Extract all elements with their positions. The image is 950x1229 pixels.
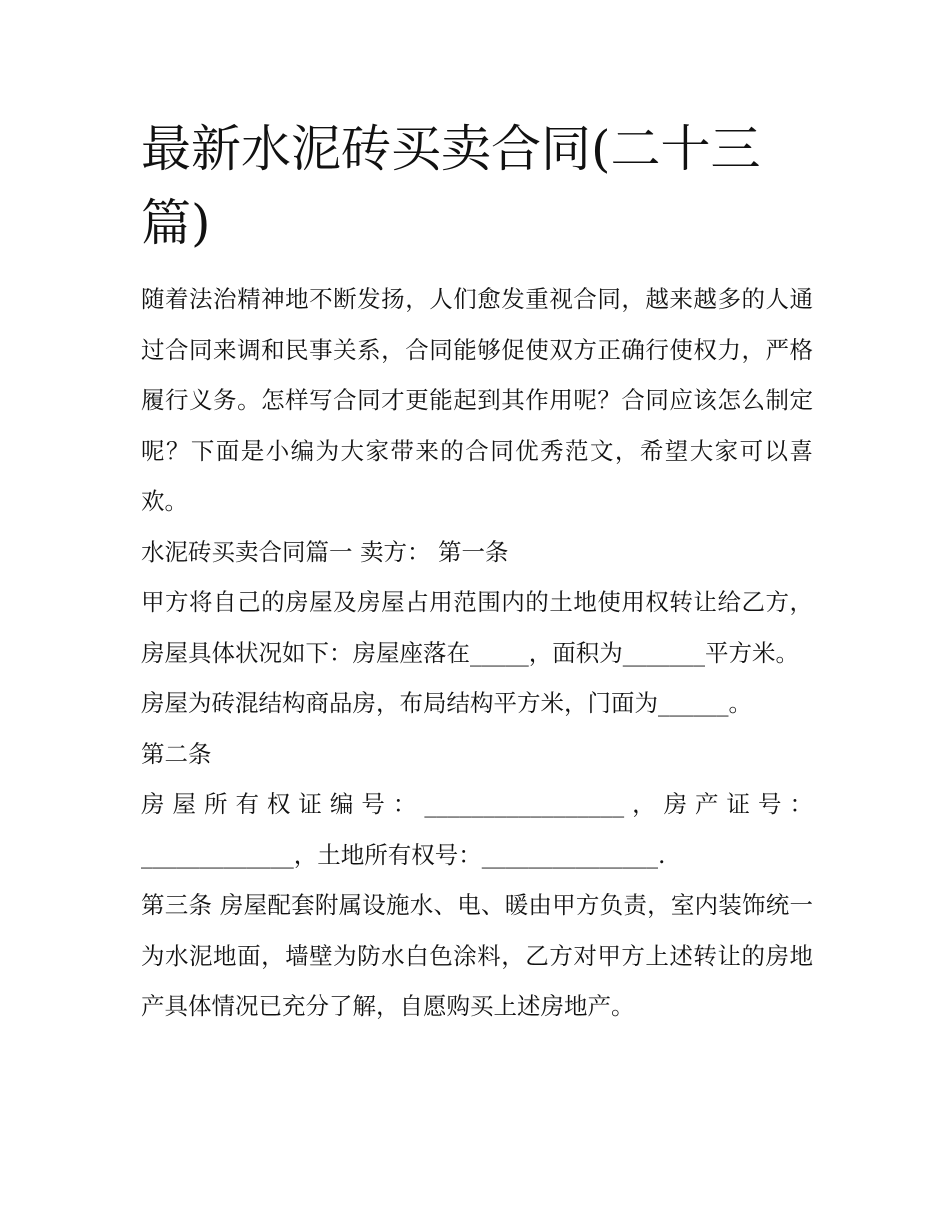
intro-paragraph: 随着法治精神地不断发扬，人们愈发重视合同，越来越多的人通过合同来调和民事关系，合同能够促使双方正确行使权力，严格履行义务。怎样写合同才更能起到其作用呢？合同应该怎么制定呢？下面是小编为大家带来的合同优秀范文，希望大家可以喜欢。 — [141, 285, 813, 515]
article-three-paragraph: 第三条 房屋配套附属设施水、电、暖由甲方负责，室内装饰统一为水泥地面，墙壁为防水白色涂料，乙方对甲方上述转让的房地产具体情况已充分了解，自愿购买上述房地产。 — [141, 891, 813, 1020]
document-body — [141, 274, 813, 1032]
certificate-paragraph: 房屋所有权证编号：_________________，房产证号：_____________，土地所有权号：_______________. — [141, 790, 813, 869]
contract-heading-line: 水泥砖买卖合同篇一 卖方： 第一条 — [141, 537, 509, 566]
document-title: 最新水泥砖买卖合同(二十三篇) — [141, 120, 761, 252]
article-two-heading: 第二条 — [141, 739, 212, 768]
structure-paragraph: 房屋为砖混结构商品房，布局结构平方米，门面为______。 — [141, 689, 752, 717]
document-page — [141, 112, 813, 1032]
article-one-paragraph: 甲方将自己的房屋及房屋占用范围内的土地使用权转让给乙方，房屋具体状况如下：房屋座落在_____，面积为_______平方米。 — [141, 588, 813, 667]
